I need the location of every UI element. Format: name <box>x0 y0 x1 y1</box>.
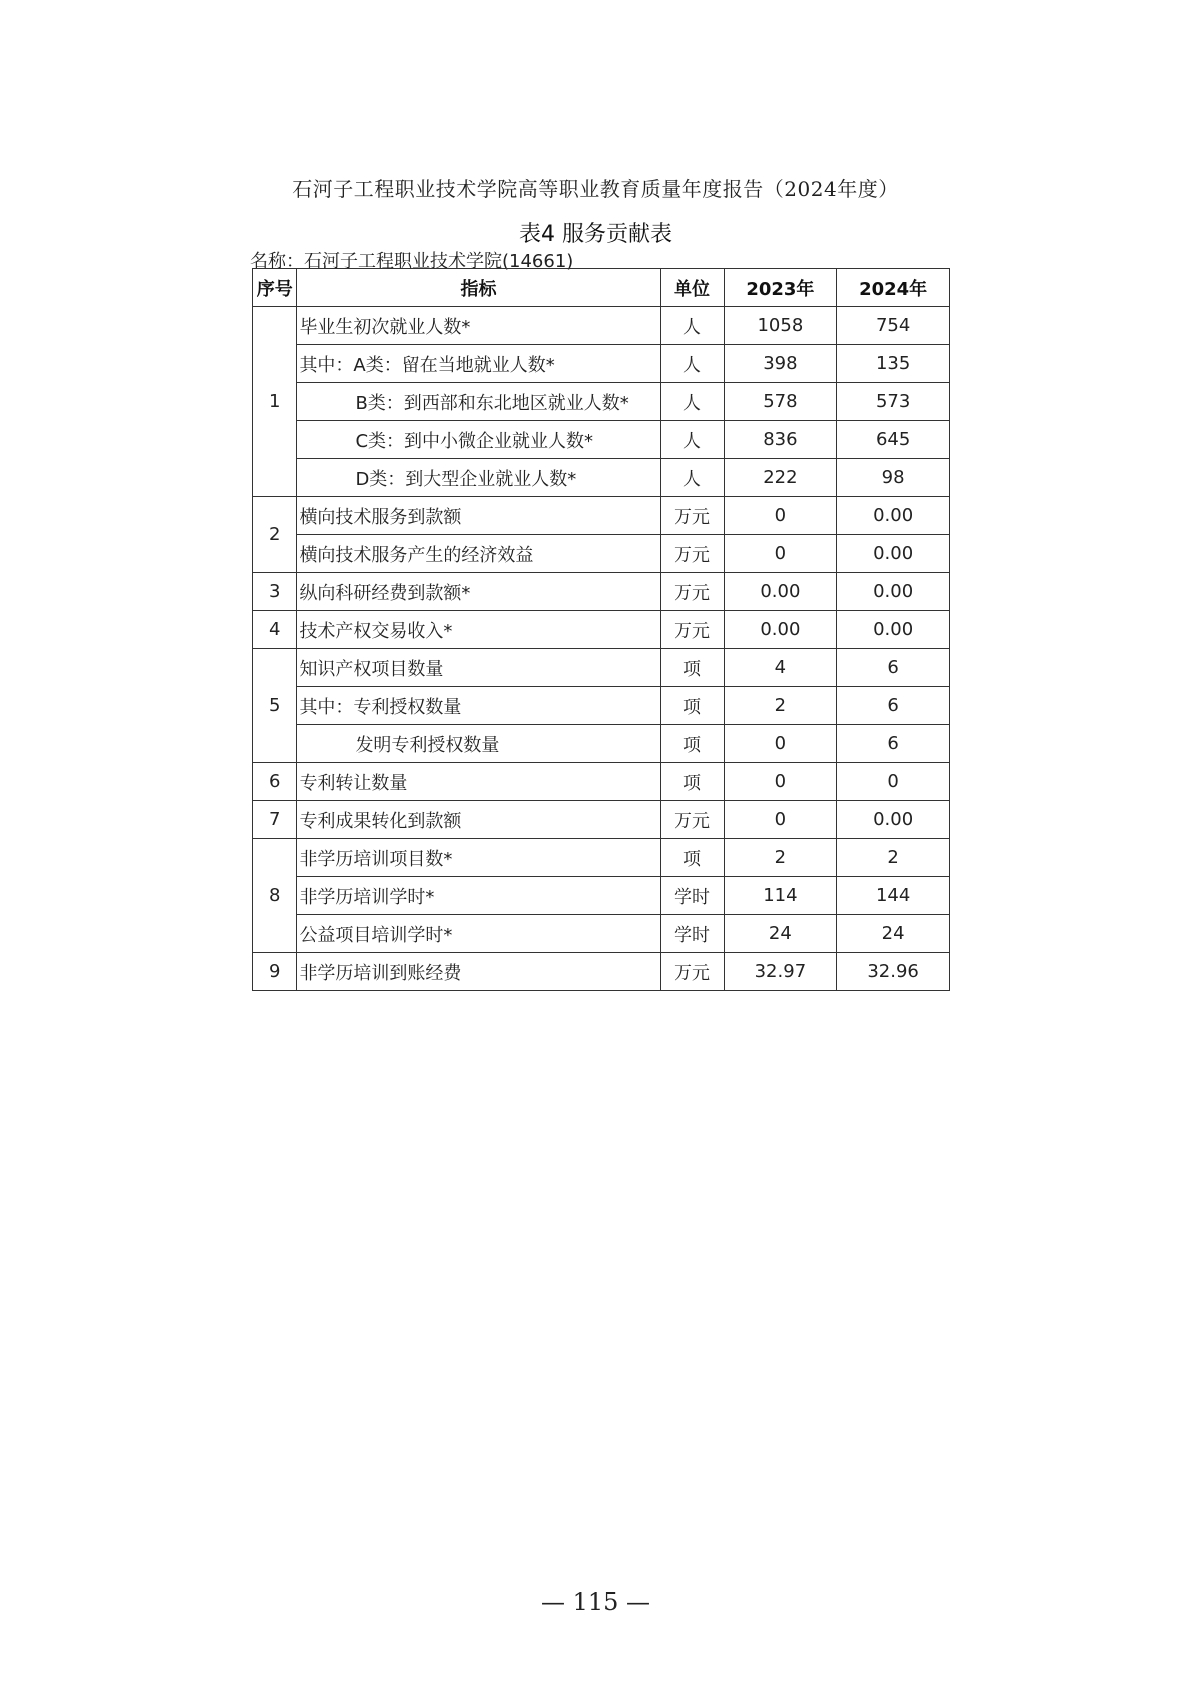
table-title: 表4 服务贡献表 <box>519 222 672 247</box>
cell-indicator: 专利成果转化到款额 <box>297 801 660 839</box>
cell-2024: 6 <box>837 725 950 763</box>
cell-2024: 98 <box>837 459 950 497</box>
cell-seq: 2 <box>253 497 297 573</box>
cell-2024: 0.00 <box>837 497 950 535</box>
table-row <box>253 839 950 877</box>
cell-seq: 4 <box>253 611 297 649</box>
table-row <box>253 953 950 991</box>
cell-2023: 32.97 <box>724 953 837 991</box>
table-row <box>253 611 950 649</box>
col-header-indicator: 指标 <box>297 269 660 307</box>
table-row <box>253 649 950 687</box>
cell-2023: 0.00 <box>724 611 837 649</box>
cell-indicator: 横向技术服务产生的经济效益 <box>297 535 660 573</box>
cell-unit: 项 <box>660 649 724 687</box>
cell-2023: 0 <box>724 801 837 839</box>
table-row <box>253 915 950 953</box>
cell-indicator: 其中：专利授权数量 <box>297 687 660 725</box>
cell-2024: 6 <box>837 687 950 725</box>
table-row <box>253 725 950 763</box>
table-row <box>253 763 950 801</box>
cell-seq: 7 <box>253 801 297 839</box>
cell-indicator: 其中：A类：留在当地就业人数* <box>297 345 660 383</box>
cell-unit: 万元 <box>660 535 724 573</box>
cell-indicator: 发明专利授权数量 <box>297 725 660 763</box>
cell-seq: 6 <box>253 763 297 801</box>
org-name: 名称：石河子工程职业技术学院(14661) <box>250 251 574 272</box>
table-row <box>253 383 950 421</box>
cell-2024: 144 <box>837 877 950 915</box>
cell-2024: 24 <box>837 915 950 953</box>
table-row <box>253 535 950 573</box>
cell-2023: 24 <box>724 915 837 953</box>
cell-unit: 人 <box>660 383 724 421</box>
table-row <box>253 877 950 915</box>
cell-unit: 人 <box>660 345 724 383</box>
cell-unit: 人 <box>660 307 724 345</box>
table-row <box>253 497 950 535</box>
cell-2024: 135 <box>837 345 950 383</box>
cell-2024: 645 <box>837 421 950 459</box>
cell-2023: 0 <box>724 497 837 535</box>
cell-unit: 人 <box>660 421 724 459</box>
table-row <box>253 801 950 839</box>
cell-2024: 6 <box>837 649 950 687</box>
cell-indicator: D类：到大型企业就业人数* <box>297 459 660 497</box>
cell-unit: 项 <box>660 725 724 763</box>
cell-2024: 0.00 <box>837 573 950 611</box>
cell-2023: 836 <box>724 421 837 459</box>
cell-seq: 8 <box>253 839 297 953</box>
cell-indicator: 毕业生初次就业人数* <box>297 307 660 345</box>
col-header-seq: 序号 <box>253 269 297 307</box>
cell-2023: 4 <box>724 649 837 687</box>
cell-2024: 754 <box>837 307 950 345</box>
col-header-2024: 2024年 <box>837 269 950 307</box>
cell-2023: 2 <box>724 687 837 725</box>
cell-seq: 1 <box>253 307 297 497</box>
cell-unit: 项 <box>660 687 724 725</box>
service-contribution-table <box>252 268 950 991</box>
cell-2023: 0.00 <box>724 573 837 611</box>
table-row <box>253 459 950 497</box>
cell-unit: 人 <box>660 459 724 497</box>
cell-2023: 578 <box>724 383 837 421</box>
cell-seq: 3 <box>253 573 297 611</box>
table-row <box>253 687 950 725</box>
cell-2024: 32.96 <box>837 953 950 991</box>
col-header-unit: 单位 <box>660 269 724 307</box>
cell-2024: 0.00 <box>837 611 950 649</box>
cell-indicator: 专利转让数量 <box>297 763 660 801</box>
page-number: — 115 — <box>540 1588 651 1616</box>
cell-seq: 5 <box>253 649 297 763</box>
cell-indicator: 非学历培训到账经费 <box>297 953 660 991</box>
table-row <box>253 345 950 383</box>
cell-2023: 2 <box>724 839 837 877</box>
cell-indicator: 技术产权交易收入* <box>297 611 660 649</box>
cell-2023: 114 <box>724 877 837 915</box>
cell-2024: 0.00 <box>837 535 950 573</box>
cell-unit: 万元 <box>660 611 724 649</box>
cell-seq: 9 <box>253 953 297 991</box>
cell-indicator: C类：到中小微企业就业人数* <box>297 421 660 459</box>
table-header-row <box>253 269 950 307</box>
cell-indicator: 横向技术服务到款额 <box>297 497 660 535</box>
cell-2023: 222 <box>724 459 837 497</box>
table-body <box>253 307 950 991</box>
table-row <box>253 421 950 459</box>
cell-2024: 573 <box>837 383 950 421</box>
cell-unit: 项 <box>660 839 724 877</box>
cell-indicator: 非学历培训项目数* <box>297 839 660 877</box>
cell-unit: 学时 <box>660 915 724 953</box>
cell-2024: 0 <box>837 763 950 801</box>
cell-unit: 万元 <box>660 801 724 839</box>
cell-unit: 万元 <box>660 953 724 991</box>
cell-2023: 0 <box>724 763 837 801</box>
cell-indicator: 纵向科研经费到款额* <box>297 573 660 611</box>
cell-indicator: B类：到西部和东北地区就业人数* <box>297 383 660 421</box>
cell-2023: 0 <box>724 535 837 573</box>
cell-indicator: 非学历培训学时* <box>297 877 660 915</box>
cell-2023: 398 <box>724 345 837 383</box>
cell-2023: 0 <box>724 725 837 763</box>
table-row <box>253 573 950 611</box>
cell-indicator: 知识产权项目数量 <box>297 649 660 687</box>
cell-indicator: 公益项目培训学时* <box>297 915 660 953</box>
cell-unit: 万元 <box>660 573 724 611</box>
col-header-2023: 2023年 <box>724 269 837 307</box>
cell-2024: 0.00 <box>837 801 950 839</box>
cell-unit: 学时 <box>660 877 724 915</box>
table-row <box>253 307 950 345</box>
cell-2024: 2 <box>837 839 950 877</box>
cell-unit: 项 <box>660 763 724 801</box>
report-header: 石河子工程职业技术学院高等职业教育质量年度报告（2024年度） <box>292 177 899 201</box>
cell-unit: 万元 <box>660 497 724 535</box>
cell-2023: 1058 <box>724 307 837 345</box>
